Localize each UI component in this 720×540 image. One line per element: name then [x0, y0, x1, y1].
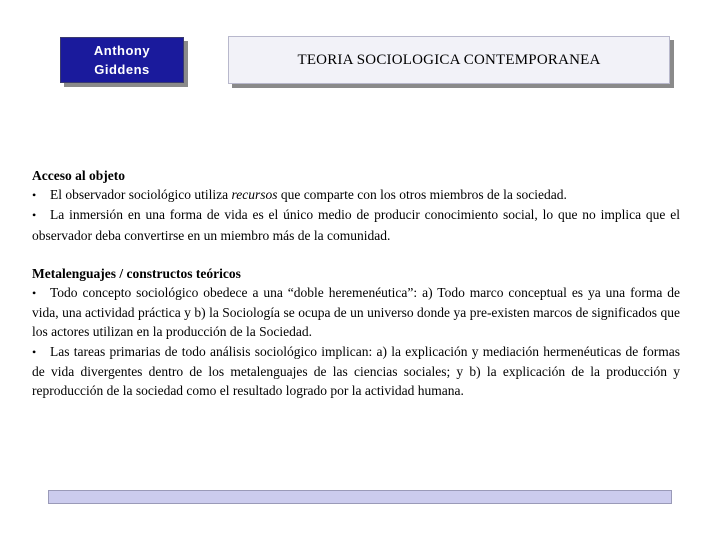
section-heading: Metalenguajes / constructos teóricos: [32, 265, 241, 281]
slide-title-box: [228, 36, 670, 84]
bullet-item: [32, 283, 680, 342]
bullet-text: El observador sociológico utiliza: [50, 187, 232, 203]
bullet-icon: •: [32, 344, 37, 359]
bullet-item: [32, 205, 680, 244]
section-heading: Acceso al objeto: [32, 168, 125, 183]
author-last-name: Giddens: [94, 62, 150, 77]
bullet-item: [32, 342, 680, 401]
bullet-icon: •: [32, 286, 37, 301]
bullet-icon: •: [32, 208, 37, 223]
bullet-item: [32, 185, 680, 205]
author-label-box: [60, 37, 184, 83]
bullet-text: Todo concepto sociológico obedece a una “doble heremenéutica”: a) Todo marco conceptual es ya una forma de vida, una actividad práctica y b) la Sociología se ocupa de un universo donde ya pre-existen marcos de significados que los actores utilizan en la producción de la Sociedad.: [32, 285, 680, 340]
section-metalenguajes: [32, 264, 680, 400]
bullet-text: La inmersión en una forma de vida es el único medio de producir conocimiento social, lo que no implica que el observador deba convertirse en un miembro más de la comunidad.: [32, 207, 680, 243]
bullet-text: que comparte con los otros miembros de la sociedad.: [277, 187, 567, 203]
slide-content: [32, 166, 680, 400]
author-first-name: Anthony: [93, 43, 151, 58]
bullet-icon: •: [32, 188, 37, 203]
slide-title: TEORIA SOCIOLOGICA CONTEMPORANEA: [297, 51, 601, 68]
emphasis-text: recursos: [231, 187, 278, 203]
bullet-text: Las tareas primarias de todo análisis sociológico implican: a) la explicación y mediación hermenéuticas de formas de vida divergentes dentro de los metalenguajes de las ciencias sociales; y b) la explicación de la producción y reproducción de la sociedad como el resultado logrado por la actividad humana.: [32, 343, 680, 399]
footer-bar: [48, 490, 672, 504]
section-acceso: [32, 166, 680, 245]
